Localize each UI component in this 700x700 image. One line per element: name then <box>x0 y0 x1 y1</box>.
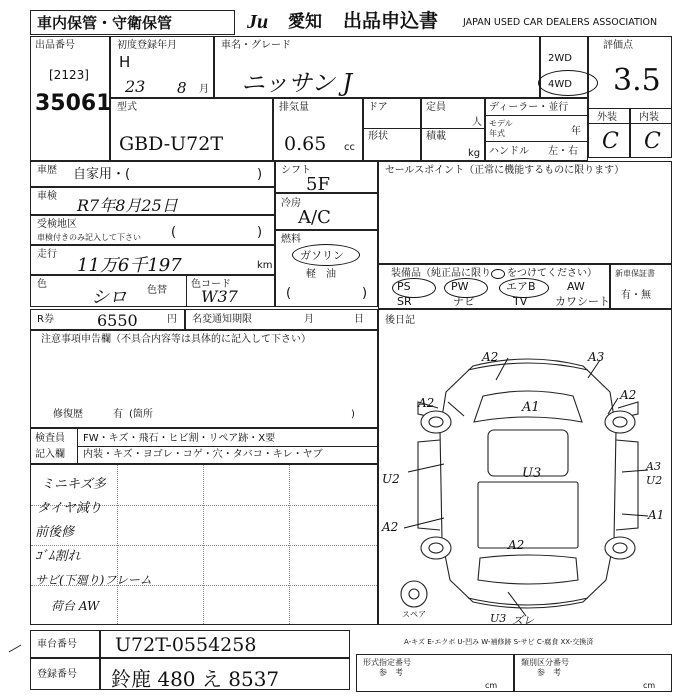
registration-era: H <box>119 53 131 71</box>
displacement-value: 0.65 <box>284 133 327 155</box>
fuel-gasoline: ガソリン <box>300 249 344 262</box>
displacement-box <box>273 98 363 161</box>
equipment-circle-mark <box>491 269 505 279</box>
equipment-label: 装備品（純正品に限り <box>391 268 491 279</box>
mark-left-rear-a2: A2 <box>382 520 399 534</box>
equip-pw-circle <box>444 278 488 298</box>
registration-year: 23 <box>125 77 146 96</box>
shape-label: 形状 <box>368 131 388 142</box>
equip-pw: PW <box>451 280 469 293</box>
car-diagram <box>378 330 672 625</box>
notes-label: 注意事項申告欄（不具合内容等は具体的に記入して下さい） <box>41 334 311 345</box>
guarantee-label: 新車保証書 <box>615 269 655 278</box>
doors-box <box>363 98 421 161</box>
inspection-value: R7年8月25日 <box>77 196 178 215</box>
handwritten-area <box>30 464 378 625</box>
type-label: 型式 <box>117 102 137 113</box>
margin-tick <box>9 645 22 653</box>
recycle-close: ) <box>257 225 263 240</box>
model-year-unit: 年 <box>571 126 581 137</box>
form-title: 出品申込書 <box>343 10 439 32</box>
grade-value: 3.5 <box>613 63 661 98</box>
equipment-label-2: をつけてください） <box>507 268 597 279</box>
color-tone-label: 色替 <box>147 285 167 296</box>
entry-label: 記入欄 <box>35 449 65 460</box>
mark-right-rear-a1: A1 <box>648 508 665 522</box>
fuel-diesel: 軽 油 <box>306 269 336 280</box>
org-name: 愛知 <box>288 12 322 32</box>
inspector-box <box>30 428 378 464</box>
registration-label: 初度登録年月 <box>117 40 177 51</box>
vehicle-name-value: ニッサン J <box>241 69 353 97</box>
mark-rear-shift: ズレ <box>512 614 534 627</box>
drive-2wd: 2WD <box>548 53 572 64</box>
capacity-box <box>421 98 485 161</box>
history-close: ) <box>257 167 263 182</box>
history-box <box>30 161 275 187</box>
chassis-value: U72T-0554258 <box>115 634 257 656</box>
load-unit: kg <box>468 148 481 159</box>
grade-label: 評価点 <box>603 40 633 51</box>
registration-month: 8 <box>177 79 187 97</box>
notes-box <box>30 330 378 428</box>
note-line-1: ミニキズ多 <box>41 477 106 492</box>
footer-note-1: 参 考 <box>379 668 403 677</box>
footer-box-2 <box>514 654 672 692</box>
ju-logo: Ju <box>247 11 269 33</box>
plate-label-box <box>30 658 100 690</box>
mark-right-mirror-a2: A2 <box>620 388 637 402</box>
load-label: 積載 <box>426 131 446 142</box>
fuel-label: 燃料 <box>281 234 301 245</box>
transfer-label: 名変通知期限 <box>192 314 252 325</box>
color-code-value: W37 <box>201 287 238 306</box>
fuel-box <box>275 230 378 307</box>
exterior-value: C <box>602 129 619 154</box>
color-label: 色 <box>37 279 47 290</box>
aircon-value: A/C <box>298 207 331 228</box>
note-line-2: タイヤ減り <box>37 501 102 516</box>
after-note-label: 後日記 <box>385 315 415 326</box>
note-line-3: 前後修 <box>35 525 75 540</box>
recycle-note: 車検付きのみ記入して下さい <box>37 233 141 242</box>
repair-value: 有 <box>113 409 123 420</box>
equip-seat: カワシート <box>555 295 610 308</box>
recycle-fee-box <box>30 309 185 330</box>
equip-aw: AW <box>567 280 585 293</box>
repair-close: ) <box>351 409 355 420</box>
inspector-items: FW・キズ・飛石・ヒビ割・リペア跡・X要 <box>83 433 276 444</box>
assoc-name: JAPAN USED CAR DEALERS ASSOCIATION <box>463 17 658 28</box>
recycle-label: 受検地区 <box>37 219 77 230</box>
drive-4wd: 4WD <box>548 79 572 90</box>
history-value: 自家用・( <box>73 167 131 182</box>
footer-label-2: 類別区分番号 <box>521 658 569 667</box>
chassis-label: 車台番号 <box>37 639 77 650</box>
history-label: 車歴 <box>37 165 57 176</box>
handle-label: ハンドル <box>489 146 529 157</box>
mark-hood-a1: A1 <box>522 400 540 415</box>
handle-options: 左・右 <box>548 146 578 157</box>
recycle-fee-label: R券 <box>37 314 54 325</box>
capacity-unit: 人 <box>472 117 482 128</box>
registration-month-unit: 月 <box>199 84 209 95</box>
damage-legend: A-キズ E-エクボ U-凹み W-補修跡 S-サビ C-腐食 XX-交換済 <box>404 638 594 646</box>
footer-note-2: 参 考 <box>537 668 561 677</box>
recycle-box <box>30 215 275 245</box>
dealer-label: ディーラー・並行 <box>489 102 569 113</box>
spare-label: スペア <box>402 610 426 619</box>
shift-value: 5F <box>306 174 330 195</box>
equip-navi: ナビ <box>453 295 475 308</box>
mark-left-mirror-a2: A2 <box>418 396 435 410</box>
interior-value: C <box>644 129 661 154</box>
footer-unit-1: cm <box>485 681 498 690</box>
chassis-value-box <box>100 630 350 658</box>
plate-value-box <box>100 658 350 690</box>
equip-tv: TV <box>513 295 528 308</box>
note-line-5: サビ(下廻り)フレーム <box>35 573 152 587</box>
mark-rear-u3: U3 <box>490 612 507 625</box>
lot-number: 35061 <box>35 91 112 116</box>
inspector-label: 検査員 <box>35 433 65 444</box>
exterior-box <box>588 108 630 158</box>
shift-label: シフト <box>281 165 311 176</box>
sales-point-label: セールスポイント（正常に機能するものに限ります） <box>385 165 625 176</box>
model-label: モデル <box>489 119 513 128</box>
guarantee-options: 有・無 <box>621 290 651 301</box>
aircon-label: 冷房 <box>281 198 301 209</box>
mileage-label: 走行 <box>37 249 57 260</box>
vehicle-name-box <box>214 36 540 98</box>
lot-sub-no: [2123] <box>49 68 89 82</box>
transfer-box <box>185 309 378 330</box>
displacement-label: 排気量 <box>279 102 309 113</box>
plate-label: 登録番号 <box>37 669 77 680</box>
equip-airbag-circle <box>499 278 549 298</box>
mark-left-u2: U2 <box>382 472 400 486</box>
shift-box <box>275 161 378 193</box>
dealer-box <box>485 98 588 161</box>
entry-items: 内装・キズ・ヨゴレ・コゲ・穴・タバコ・キレ・ヤブ <box>83 449 323 460</box>
recycle-fee-unit: 円 <box>167 314 177 325</box>
fuel-open: ( <box>286 286 292 301</box>
mileage-value: 11万6千197 <box>77 255 182 276</box>
repair-place: (箇所 <box>129 409 153 420</box>
mileage-box <box>30 245 275 275</box>
color-value: シロ <box>91 287 127 308</box>
mark-right-u2: U2 <box>646 474 663 487</box>
equip-sr: SR <box>397 295 412 308</box>
inspection-label: 車検 <box>37 191 57 202</box>
mileage-unit: km <box>257 260 273 271</box>
footer-label-1: 形式指定番号 <box>363 658 411 667</box>
displacement-unit: cc <box>344 142 355 153</box>
mark-bed-u3: U3 <box>522 466 542 481</box>
storage-box <box>30 10 235 35</box>
transfer-month: 月 <box>304 314 314 325</box>
exterior-label: 外装 <box>597 112 617 123</box>
lot-box <box>30 36 110 161</box>
sales-point-box <box>378 161 672 264</box>
vehicle-name-label: 車名・グレード <box>221 40 291 51</box>
footer-unit-2: cm <box>643 681 656 690</box>
type-value: GBD-U72T <box>119 133 224 155</box>
equip-ps: PS <box>397 280 411 293</box>
mark-front-a3: A3 <box>588 350 605 364</box>
mark-front-a2: A2 <box>482 350 499 364</box>
plate-value: 鈴鹿 480 え 8537 <box>111 667 280 691</box>
inspection-box <box>30 187 275 215</box>
mark-rear-a2: A2 <box>508 538 525 552</box>
interior-box <box>630 108 672 158</box>
storage-label: 車内保管・守衛保管 <box>37 14 173 32</box>
doors-label: ドア <box>368 102 388 113</box>
repair-label: 修復歴 <box>53 409 83 420</box>
capacity-label: 定員 <box>426 102 446 113</box>
fuel-close: ) <box>362 286 368 301</box>
color-code-label: 色コード <box>191 279 231 290</box>
aircon-box <box>275 193 378 230</box>
color-box <box>30 275 275 307</box>
chassis-label-box <box>30 630 100 658</box>
equip-ps-circle <box>392 278 436 298</box>
recycle-open: ( <box>171 225 177 240</box>
note-line-4: ｺﾞﾑ割れ <box>35 549 81 564</box>
guarantee-box <box>610 264 672 309</box>
lot-label: 出品番号 <box>35 40 75 51</box>
model-year-label: 年式 <box>489 129 505 138</box>
note-line-7: 荷台 AW <box>51 599 100 613</box>
registration-box <box>110 36 214 98</box>
transfer-day: 日 <box>354 314 364 325</box>
interior-label: 内装 <box>639 112 659 123</box>
type-box <box>110 98 273 161</box>
equip-airbag: エアB <box>506 280 536 293</box>
fuel-gasoline-circle <box>292 244 360 266</box>
mark-right-a3: A3 <box>646 460 661 473</box>
footer-box-1 <box>356 654 514 692</box>
recycle-fee-value: 6550 <box>97 311 138 330</box>
